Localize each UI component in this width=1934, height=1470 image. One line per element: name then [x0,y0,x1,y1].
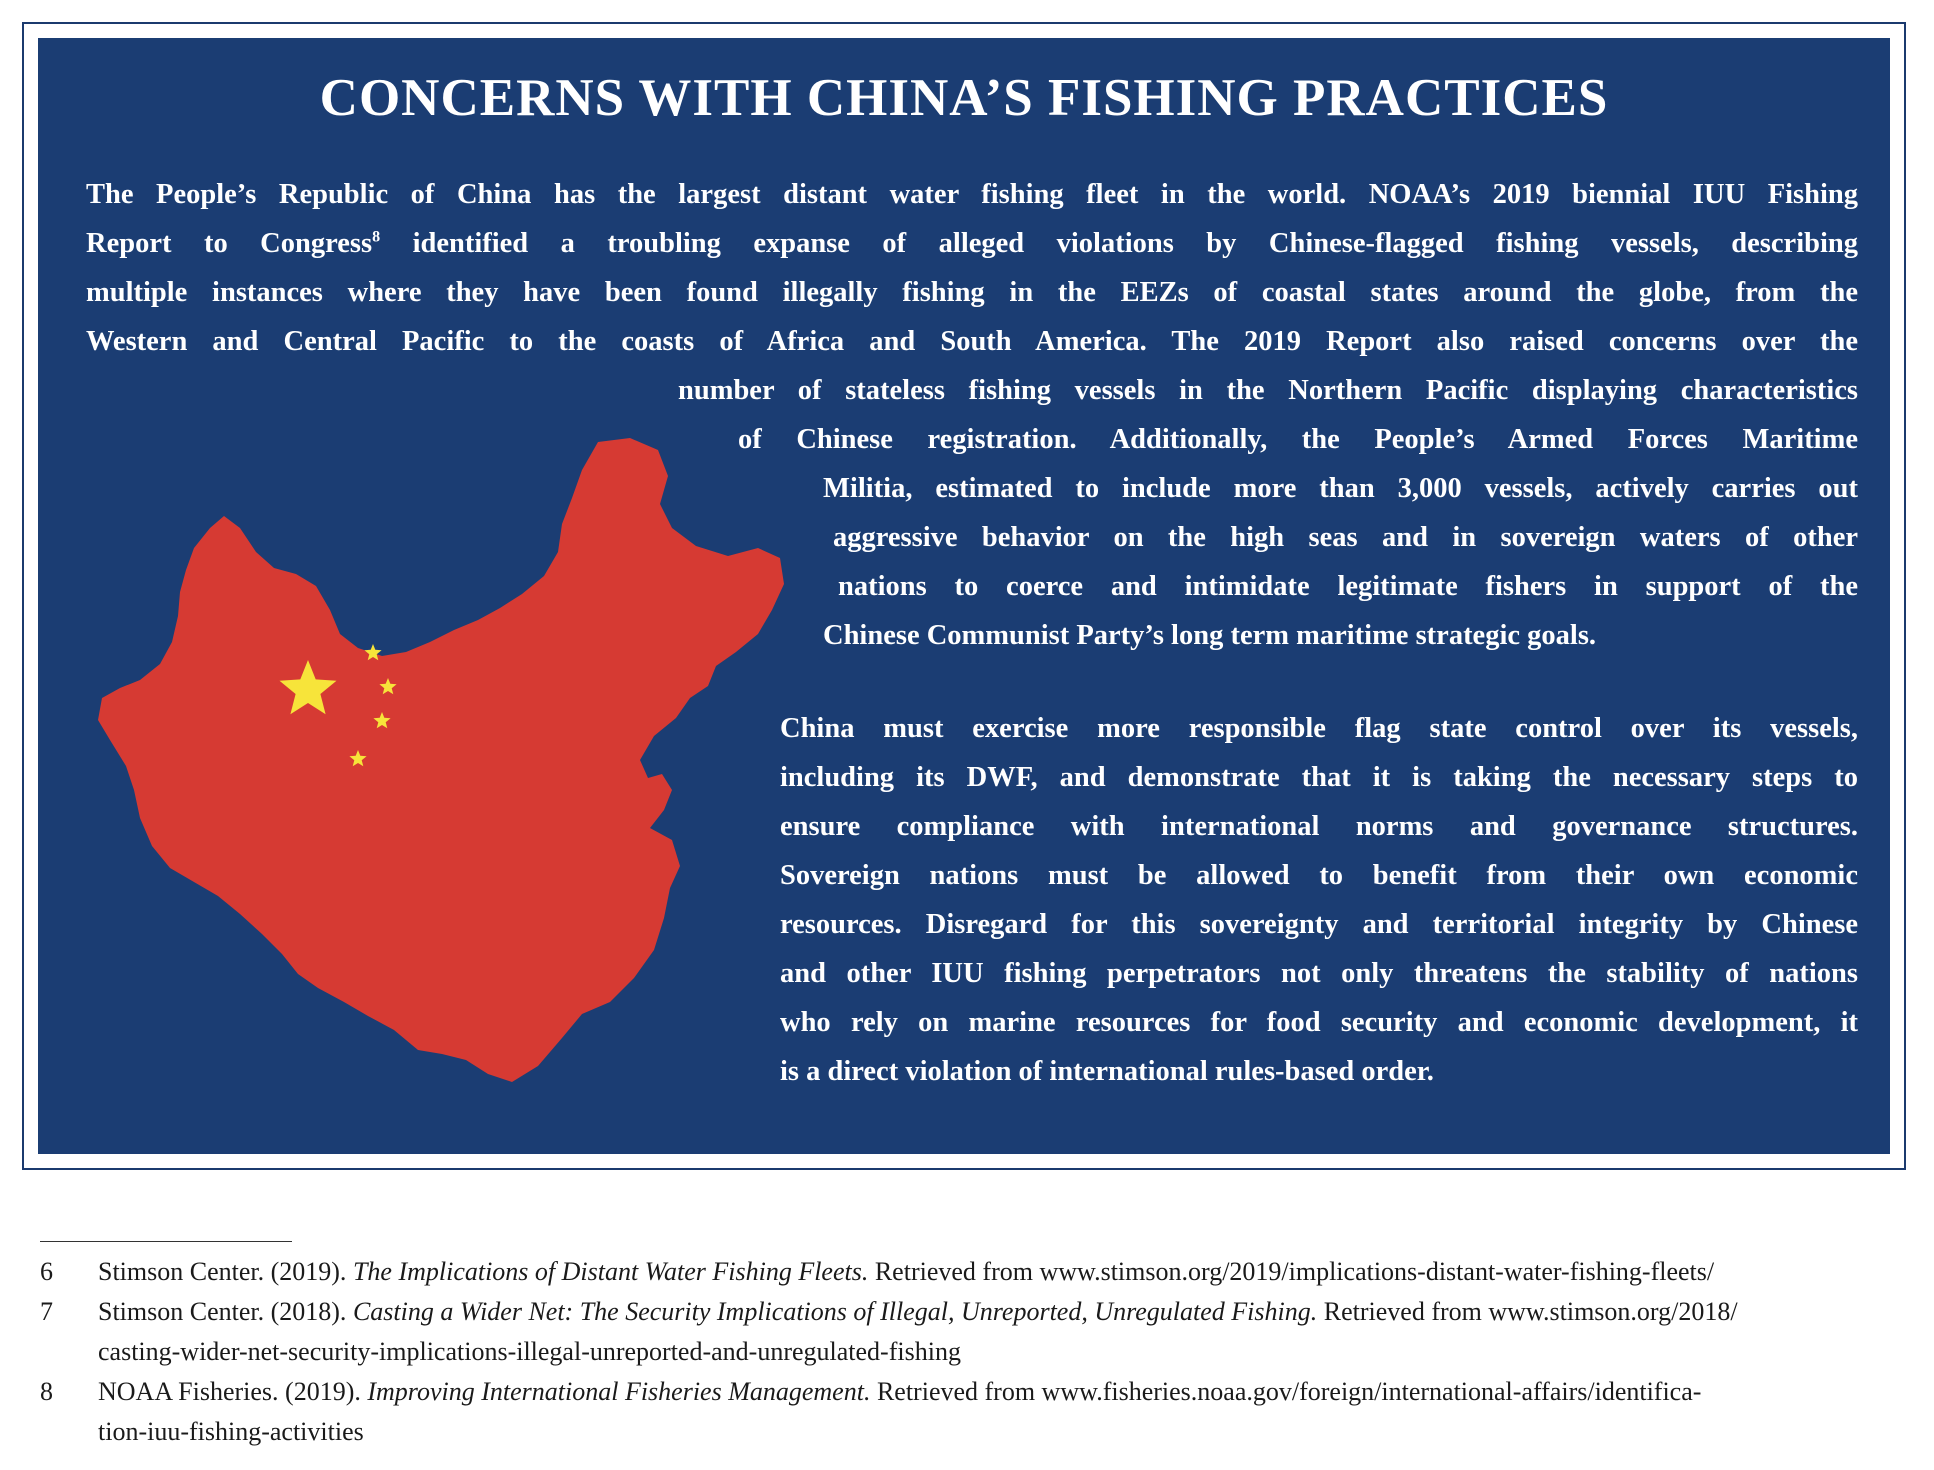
paragraph-1-line [838,562,1858,611]
footnote-author: Stimson Center. (2019). [98,1257,353,1286]
footnote-6 [40,1252,1900,1292]
footnote-link-cont[interactable]: tion-iuu-fishing-activities [98,1417,364,1446]
text-fragment: identified a troubling expanse of alleged violations by Chinese-flagged fishing vessels, describing [412,228,1858,259]
text-line: of Chinese registration. Additionally, the People’s Armed Forces Maritime [738,424,1858,455]
footnote-8 [40,1372,1900,1452]
footnote-ref[interactable]: 8 [372,228,381,246]
text-line: who rely on marine resources for food security and economic development, it [780,1007,1858,1038]
sidebar-box-panel [38,38,1890,1154]
text-line: is a direct violation of international rules-based order. [780,1056,1434,1087]
footnote-divider [40,1241,292,1242]
text-line: resources. Disregard for this sovereignty and territorial integrity by Chinese [780,909,1858,940]
footnote-title: Casting a Wider Net: The Security Implications of Illegal, Unreported, Unregulated Fishing. [352,1297,1318,1326]
text-line: China must exercise more responsible flag state control over its vessels, [780,713,1858,744]
text-fragment: Report to Congress [86,228,373,259]
footnote-number: 8 [40,1377,53,1406]
footnote-7 [40,1292,1900,1372]
box-title: CONCERNS WITH CHINA’S FISHING PRACTICES [319,69,1609,127]
paragraph-1-line [738,415,1858,464]
footnote-author: Stimson Center. (2018). [98,1297,353,1326]
china-map-shape [98,438,784,1082]
footnote-link[interactable]: Retrieved from www.stimson.org/2018/ [1317,1297,1738,1326]
china-map-illustration [68,398,818,1118]
paragraph-1-line [823,611,1858,660]
footnote-title: Improving International Fisheries Management. [367,1377,871,1406]
footnote-number: 7 [40,1297,53,1326]
text-line: and other IUU fishing perpetrators not only threatens the stability of nations [780,958,1858,989]
paragraph-1-line [823,464,1858,513]
footnote-number: 6 [40,1257,53,1286]
paragraph-1-line [833,513,1858,562]
paragraph-1-line [678,366,1858,415]
footnote-link-cont[interactable]: casting-wider-net-security-implications-illegal-unreported-and-unregulated-fishing [98,1337,961,1366]
text-line: Militia, estimated to include more than 3,000 vessels, actively carries out [823,473,1858,504]
text-line: nations to coerce and intimidate legitimate fishers in support of the [838,571,1858,602]
footnotes [40,1252,1900,1452]
footnote-title: The Implications of Distant Water Fishing Fleets. [352,1257,869,1286]
text-line: including its DWF, and demonstrate that it is taking the necessary steps to [780,762,1858,793]
text-line: number of stateless fishing vessels in the Northern Pacific displaying characteristics [678,375,1858,406]
text-line: Chinese Communist Party’s long term maritime strategic goals. [823,620,1597,651]
text-line: The People’s Republic of China has the largest distant water fishing fleet in the world. NOAA’s 2019 biennial IUU Fishing [86,179,1858,210]
footnote-link[interactable]: Retrieved from www.fisheries.noaa.gov/foreign/international-affairs/identifica- [870,1377,1702,1406]
text-line [86,219,1858,268]
paragraph-1-top [86,170,1858,366]
text-line: ensure compliance with international norms and governance structures. [780,811,1858,842]
text-line: Sovereign nations must be allowed to benefit from their own economic [780,860,1858,891]
text-line: Western and Central Pacific to the coasts of Africa and South America. The 2019 Report also raised concerns over the [86,326,1858,357]
text-line: aggressive behavior on the high seas and in sovereign waters of other [833,522,1858,553]
footnote-author: NOAA Fisheries. (2019). [98,1377,368,1406]
footnote-link[interactable]: Retrieved from www.stimson.org/2019/implications-distant-water-fishing-fleets/ [868,1257,1715,1286]
text-line: multiple instances where they have been found illegally fishing in the EEZs of coastal states around the globe, from the [86,277,1858,308]
paragraph-2 [780,704,1858,1096]
